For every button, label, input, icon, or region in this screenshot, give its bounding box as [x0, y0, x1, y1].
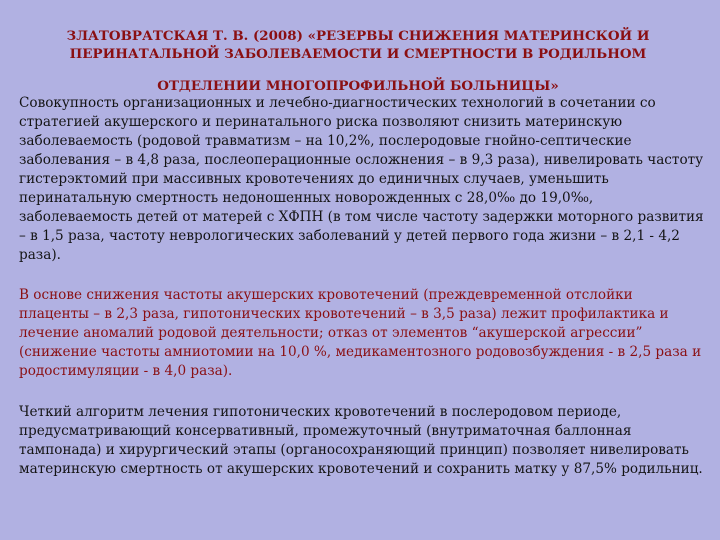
title-line-1: ЗЛАТОВРАТСКАЯ Т. В. (2008) «РЕЗЕРВЫ СНИЖЕНИЯ МАТЕРИНСКОЙ И	[66, 28, 650, 44]
title-line-2: ПЕРИНАТАЛЬНОЙ ЗАБОЛЕВАЕМОСТИ И СМЕРТНОСТИ В РОДИЛЬНОМ	[69, 46, 647, 62]
paragraph-results: Совокупность организационных и лечебно-диагностических технологий в сочетании со стратегией акушерского и перинатального риска позволяют снизить материнскую заболеваемость (родовой травматизм – на 10,2%, послеродовые гнойно-септические заболевания – в 4,8 раза, послеоперационные осложнения – в 9,3 раза), нивелировать частоту гистерэктомий при массивных кровотечениях до единичных случаев, уменьшить перинатальную смертность недоношенных новорожденных с 28,0‰ до 19,0‰, заболеваемость детей от матерей с ХФПН (в том числе частоту задержки моторного развития – в 1,5 раза, частоту неврологических заболеваний у детей первого года жизни – в 2,1 - 4,2 раза).	[19, 95, 704, 263]
paragraph-hemorrhage-reduction: В основе снижения частоты акушерских кровотечений (преждевременной отслойки плаценты – в 2,3 раза, гипотонических кровотечений – в 3,5 раза) лежит профилактика и лечение аномалий родовой деятельности; отказ от элементов “акушерской агрессии” (снижение частоты амниотомии на 10,0 %, медикаментозного родовозбуждения - в 2,5 раза и родостимуляции - в 4,0 раза).	[19, 287, 702, 379]
title-line-3: ОТДЕЛЕНИИ МНОГОПРОФИЛЬНОЙ БОЛЬНИЦЫ»	[157, 78, 559, 94]
paragraph-treatment-algorithm: Четкий алгоритм лечения гипотонических кровотечений в послеродовом периоде, предусматривающий консервативный, промежуточный (внутриматочная баллонная тампонада) и хирургический этапы (органосохраняющий принцип) позволяет нивелировать материнскую смертность от акушерских кровотечений и сохранить матку у 87,5% родильниц.	[19, 404, 703, 477]
slide-title	[56, 27, 660, 95]
